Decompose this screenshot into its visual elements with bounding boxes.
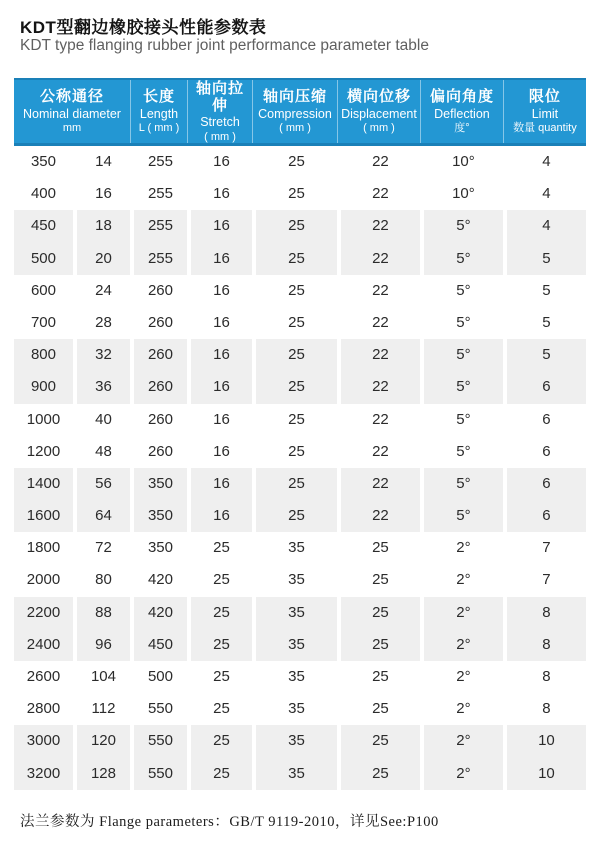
- cell-length: 260: [147, 313, 173, 331]
- header-zh: 轴向压缩: [262, 88, 327, 106]
- cell-compression: 25: [288, 153, 305, 170]
- cell-deflection: 5°: [420, 371, 503, 403]
- cell-deflection: 2°: [420, 758, 503, 790]
- cell-diameter-mm: 2800: [26, 700, 61, 718]
- table-body: [14, 146, 586, 790]
- cell-length: 255: [147, 153, 173, 170]
- cell-diameter-inch: 16: [95, 185, 112, 203]
- cell-compression: 25: [288, 442, 305, 460]
- cell-displacement: 22: [337, 468, 420, 500]
- table-row: [14, 404, 586, 436]
- cell-displacement: 25: [337, 758, 420, 790]
- cell-displacement: 25: [337, 597, 420, 629]
- cell-limit-qty: 5: [542, 313, 551, 331]
- cell-limit-qty: 8: [542, 700, 551, 718]
- cell-length: 420: [147, 571, 173, 589]
- cell-limit-qty: 4: [542, 153, 551, 170]
- cell-stretch: 16: [213, 281, 230, 299]
- cell-length: 550: [147, 700, 173, 718]
- cell-compression: 25: [252, 468, 337, 500]
- cell-length: 550: [130, 758, 187, 790]
- cell-diameter-inch: 36: [73, 371, 130, 403]
- cell-compression: 25: [252, 210, 337, 242]
- header-en: Compression: [258, 106, 332, 121]
- cell-stretch: 25: [187, 725, 252, 757]
- cell-displacement: 25: [337, 629, 420, 661]
- table-row: [14, 371, 586, 403]
- header-en: Deflection: [434, 106, 490, 121]
- cell-length: 260: [130, 339, 187, 371]
- cell-compression: 35: [288, 571, 305, 589]
- cell-diameter-mm: 3000: [14, 725, 73, 757]
- cell-stretch: 25: [213, 571, 230, 589]
- cell-displacement: 22: [337, 371, 420, 403]
- header-cell-length: [130, 80, 187, 143]
- cell-length: 255: [130, 243, 187, 275]
- cell-diameter-mm: 900: [14, 371, 73, 403]
- cell-limit-qty: 6: [503, 371, 586, 403]
- cell-compression: 35: [288, 700, 305, 718]
- cell-displacement: 25: [372, 668, 389, 685]
- cell-displacement: 25: [372, 571, 389, 589]
- cell-compression: 25: [252, 339, 337, 371]
- cell-compression: 35: [252, 725, 337, 757]
- cell-diameter-mm: 2400: [14, 629, 73, 661]
- cell-compression: 35: [252, 629, 337, 661]
- table-row: [14, 693, 586, 725]
- cell-diameter-inch: 20: [73, 243, 130, 275]
- cell-displacement: 25: [372, 539, 389, 557]
- cell-limit-qty: 10: [503, 758, 586, 790]
- cell-diameter-mm: 600: [30, 281, 56, 299]
- cell-limit-qty: 7: [542, 571, 551, 589]
- table-row: [14, 468, 586, 500]
- cell-compression: 35: [288, 539, 305, 557]
- parameter-table: [14, 78, 586, 790]
- cell-compression: 35: [252, 597, 337, 629]
- table-row: [14, 307, 586, 339]
- header-unit: L ( mm ): [138, 121, 180, 134]
- cell-length: 350: [130, 500, 187, 532]
- cell-diameter-mm: 2000: [26, 571, 61, 589]
- cell-length: 260: [147, 410, 173, 428]
- cell-limit-qty: 8: [503, 629, 586, 661]
- cell-deflection: 2°: [456, 700, 471, 718]
- cell-deflection: 2°: [456, 571, 471, 589]
- cell-displacement: 25: [372, 700, 389, 718]
- cell-diameter-mm: 800: [14, 339, 73, 371]
- cell-stretch: 25: [213, 700, 230, 718]
- cell-displacement: 22: [337, 243, 420, 275]
- cell-deflection: 2°: [420, 725, 503, 757]
- table-row: [14, 661, 586, 693]
- cell-compression: 25: [288, 313, 305, 331]
- cell-diameter-inch: 28: [95, 313, 112, 331]
- cell-diameter-mm: 1000: [26, 410, 61, 428]
- cell-diameter-inch: 48: [95, 442, 112, 460]
- cell-length: 550: [130, 725, 187, 757]
- header-zh: 限位: [528, 88, 561, 106]
- header-zh: 横向位移: [346, 88, 411, 106]
- cell-deflection: 5°: [420, 339, 503, 371]
- cell-diameter-inch: 14: [95, 153, 112, 170]
- cell-stretch: 16: [213, 313, 230, 331]
- cell-diameter-mm: 700: [30, 313, 56, 331]
- cell-limit-qty: 5: [542, 281, 551, 299]
- table-row: [14, 500, 586, 532]
- cell-stretch: 16: [213, 410, 230, 428]
- cell-limit-qty: 6: [542, 442, 551, 460]
- cell-deflection: 5°: [456, 442, 471, 460]
- cell-stretch: 16: [213, 442, 230, 460]
- cell-diameter-inch: 80: [95, 571, 112, 589]
- cell-diameter-mm: 3200: [14, 758, 73, 790]
- cell-displacement: 22: [337, 339, 420, 371]
- header-cell-compression: [252, 80, 337, 143]
- table-row: [14, 275, 586, 307]
- cell-length: 260: [130, 371, 187, 403]
- cell-stretch: 25: [187, 597, 252, 629]
- cell-stretch: 16: [213, 185, 230, 203]
- cell-diameter-mm: 1200: [26, 442, 61, 460]
- header-en: Limit: [531, 106, 559, 121]
- cell-displacement: 22: [372, 153, 389, 170]
- cell-stretch: 25: [213, 539, 230, 557]
- table-row: [14, 725, 586, 757]
- page-subtitle: KDT type flanging rubber joint performance parameter table: [20, 37, 429, 54]
- cell-limit-qty: 6: [542, 410, 551, 428]
- header-zh: 公称通径: [39, 88, 104, 106]
- cell-compression: 25: [288, 281, 305, 299]
- cell-stretch: 25: [213, 668, 230, 685]
- cell-diameter-inch: 18: [73, 210, 130, 242]
- cell-deflection: 5°: [456, 410, 471, 428]
- cell-diameter-inch: 64: [73, 500, 130, 532]
- cell-stretch: 16: [187, 339, 252, 371]
- cell-stretch: 16: [187, 468, 252, 500]
- header-en: Stretch: [200, 115, 240, 130]
- cell-deflection: 10°: [452, 153, 475, 170]
- header-zh: 长度: [143, 88, 176, 106]
- table-row: [14, 532, 586, 564]
- cell-compression: 25: [252, 243, 337, 275]
- cell-diameter-inch: 88: [73, 597, 130, 629]
- header-en: Nominal diameter: [23, 106, 121, 121]
- cell-diameter-inch: 104: [90, 668, 116, 685]
- cell-length: 420: [130, 597, 187, 629]
- cell-limit-qty: 10: [503, 725, 586, 757]
- cell-limit-qty: 5: [503, 339, 586, 371]
- cell-deflection: 5°: [456, 313, 471, 331]
- table-row: [14, 564, 586, 596]
- header-cell-displacement: [337, 80, 420, 143]
- header-en: Length: [139, 106, 179, 121]
- header-unit: ( mm ): [363, 121, 395, 134]
- cell-deflection: 2°: [456, 539, 471, 557]
- cell-diameter-mm: 1800: [26, 539, 61, 557]
- table-header: [14, 78, 586, 146]
- cell-deflection: 5°: [420, 210, 503, 242]
- cell-displacement: 22: [337, 500, 420, 532]
- cell-limit-qty: 6: [503, 500, 586, 532]
- table-row: [14, 243, 586, 275]
- header-cell-nominal-diameter: [14, 80, 130, 143]
- header-zh: 偏向角度: [429, 88, 494, 106]
- header-unit: 数量 quantity: [513, 121, 577, 134]
- cell-compression: 25: [252, 371, 337, 403]
- table-row: [14, 629, 586, 661]
- header-unit: ( mm ): [204, 130, 236, 143]
- cell-compression: 25: [252, 500, 337, 532]
- cell-diameter-inch: 72: [95, 539, 112, 557]
- table-row: [14, 758, 586, 790]
- cell-limit-qty: 7: [542, 539, 551, 557]
- page-title: KDT型翻边橡胶接头性能参数表: [20, 18, 267, 37]
- cell-displacement: 22: [372, 281, 389, 299]
- cell-length: 500: [147, 668, 173, 685]
- cell-diameter-inch: 96: [73, 629, 130, 661]
- cell-length: 260: [147, 442, 173, 460]
- cell-limit-qty: 4: [542, 185, 551, 203]
- cell-stretch: 16: [187, 371, 252, 403]
- cell-length: 350: [147, 539, 173, 557]
- cell-diameter-inch: 112: [91, 700, 116, 718]
- header-cell-stretch: [187, 80, 252, 143]
- header-en: Displacement: [341, 106, 417, 121]
- header-unit: 度°: [454, 121, 470, 134]
- cell-length: 350: [130, 468, 187, 500]
- cell-displacement: 25: [337, 725, 420, 757]
- cell-length: 255: [147, 185, 173, 203]
- cell-diameter-inch: 40: [95, 410, 112, 428]
- cell-compression: 35: [252, 758, 337, 790]
- table-row: [14, 436, 586, 468]
- footer-note: 法兰参数为 Flange parameters：GB/T 9119-2010，详见See:P100: [20, 814, 439, 830]
- cell-stretch: 16: [213, 153, 230, 170]
- cell-diameter-mm: 2200: [14, 597, 73, 629]
- cell-diameter-mm: 1400: [14, 468, 73, 500]
- table-row: [14, 339, 586, 371]
- cell-limit-qty: 6: [503, 468, 586, 500]
- cell-stretch: 25: [187, 758, 252, 790]
- cell-deflection: 10°: [452, 185, 475, 203]
- cell-diameter-mm: 1600: [14, 500, 73, 532]
- cell-deflection: 2°: [420, 597, 503, 629]
- cell-diameter-mm: 350: [30, 153, 56, 170]
- cell-displacement: 22: [337, 210, 420, 242]
- header-zh: 轴向拉伸: [195, 79, 244, 114]
- cell-length: 450: [130, 629, 187, 661]
- cell-diameter-inch: 24: [95, 281, 112, 299]
- cell-diameter-inch: 120: [73, 725, 130, 757]
- cell-limit-qty: 8: [503, 597, 586, 629]
- cell-compression: 25: [288, 185, 305, 203]
- cell-deflection: 2°: [456, 668, 471, 685]
- table-row: [14, 597, 586, 629]
- cell-limit-qty: 4: [503, 210, 586, 242]
- cell-deflection: 5°: [420, 500, 503, 532]
- header-cell-limit: [503, 80, 586, 143]
- cell-deflection: 5°: [456, 281, 471, 299]
- cell-diameter-inch: 128: [73, 758, 130, 790]
- cell-stretch: 16: [187, 243, 252, 275]
- cell-stretch: 16: [187, 500, 252, 532]
- cell-deflection: 5°: [420, 243, 503, 275]
- cell-diameter-inch: 32: [73, 339, 130, 371]
- cell-limit-qty: 8: [542, 668, 551, 685]
- cell-diameter-mm: 500: [14, 243, 73, 275]
- header-unit: ( mm ): [279, 121, 311, 134]
- cell-diameter-mm: 400: [30, 185, 56, 203]
- cell-displacement: 22: [372, 185, 389, 203]
- table-row: [14, 210, 586, 242]
- cell-deflection: 2°: [420, 629, 503, 661]
- cell-stretch: 25: [187, 629, 252, 661]
- cell-length: 255: [130, 210, 187, 242]
- cell-displacement: 22: [372, 410, 389, 428]
- cell-deflection: 5°: [420, 468, 503, 500]
- cell-compression: 35: [288, 668, 305, 685]
- cell-diameter-mm: 2600: [26, 668, 61, 685]
- cell-diameter-inch: 56: [73, 468, 130, 500]
- table-row: [14, 178, 586, 210]
- cell-length: 260: [147, 281, 173, 299]
- cell-compression: 25: [288, 410, 305, 428]
- cell-limit-qty: 5: [503, 243, 586, 275]
- cell-diameter-mm: 450: [14, 210, 73, 242]
- table-row: [14, 146, 586, 178]
- cell-displacement: 22: [372, 442, 389, 460]
- cell-stretch: 16: [187, 210, 252, 242]
- header-cell-deflection: [420, 80, 503, 143]
- cell-displacement: 22: [372, 313, 389, 331]
- header-unit: mm: [62, 121, 82, 134]
